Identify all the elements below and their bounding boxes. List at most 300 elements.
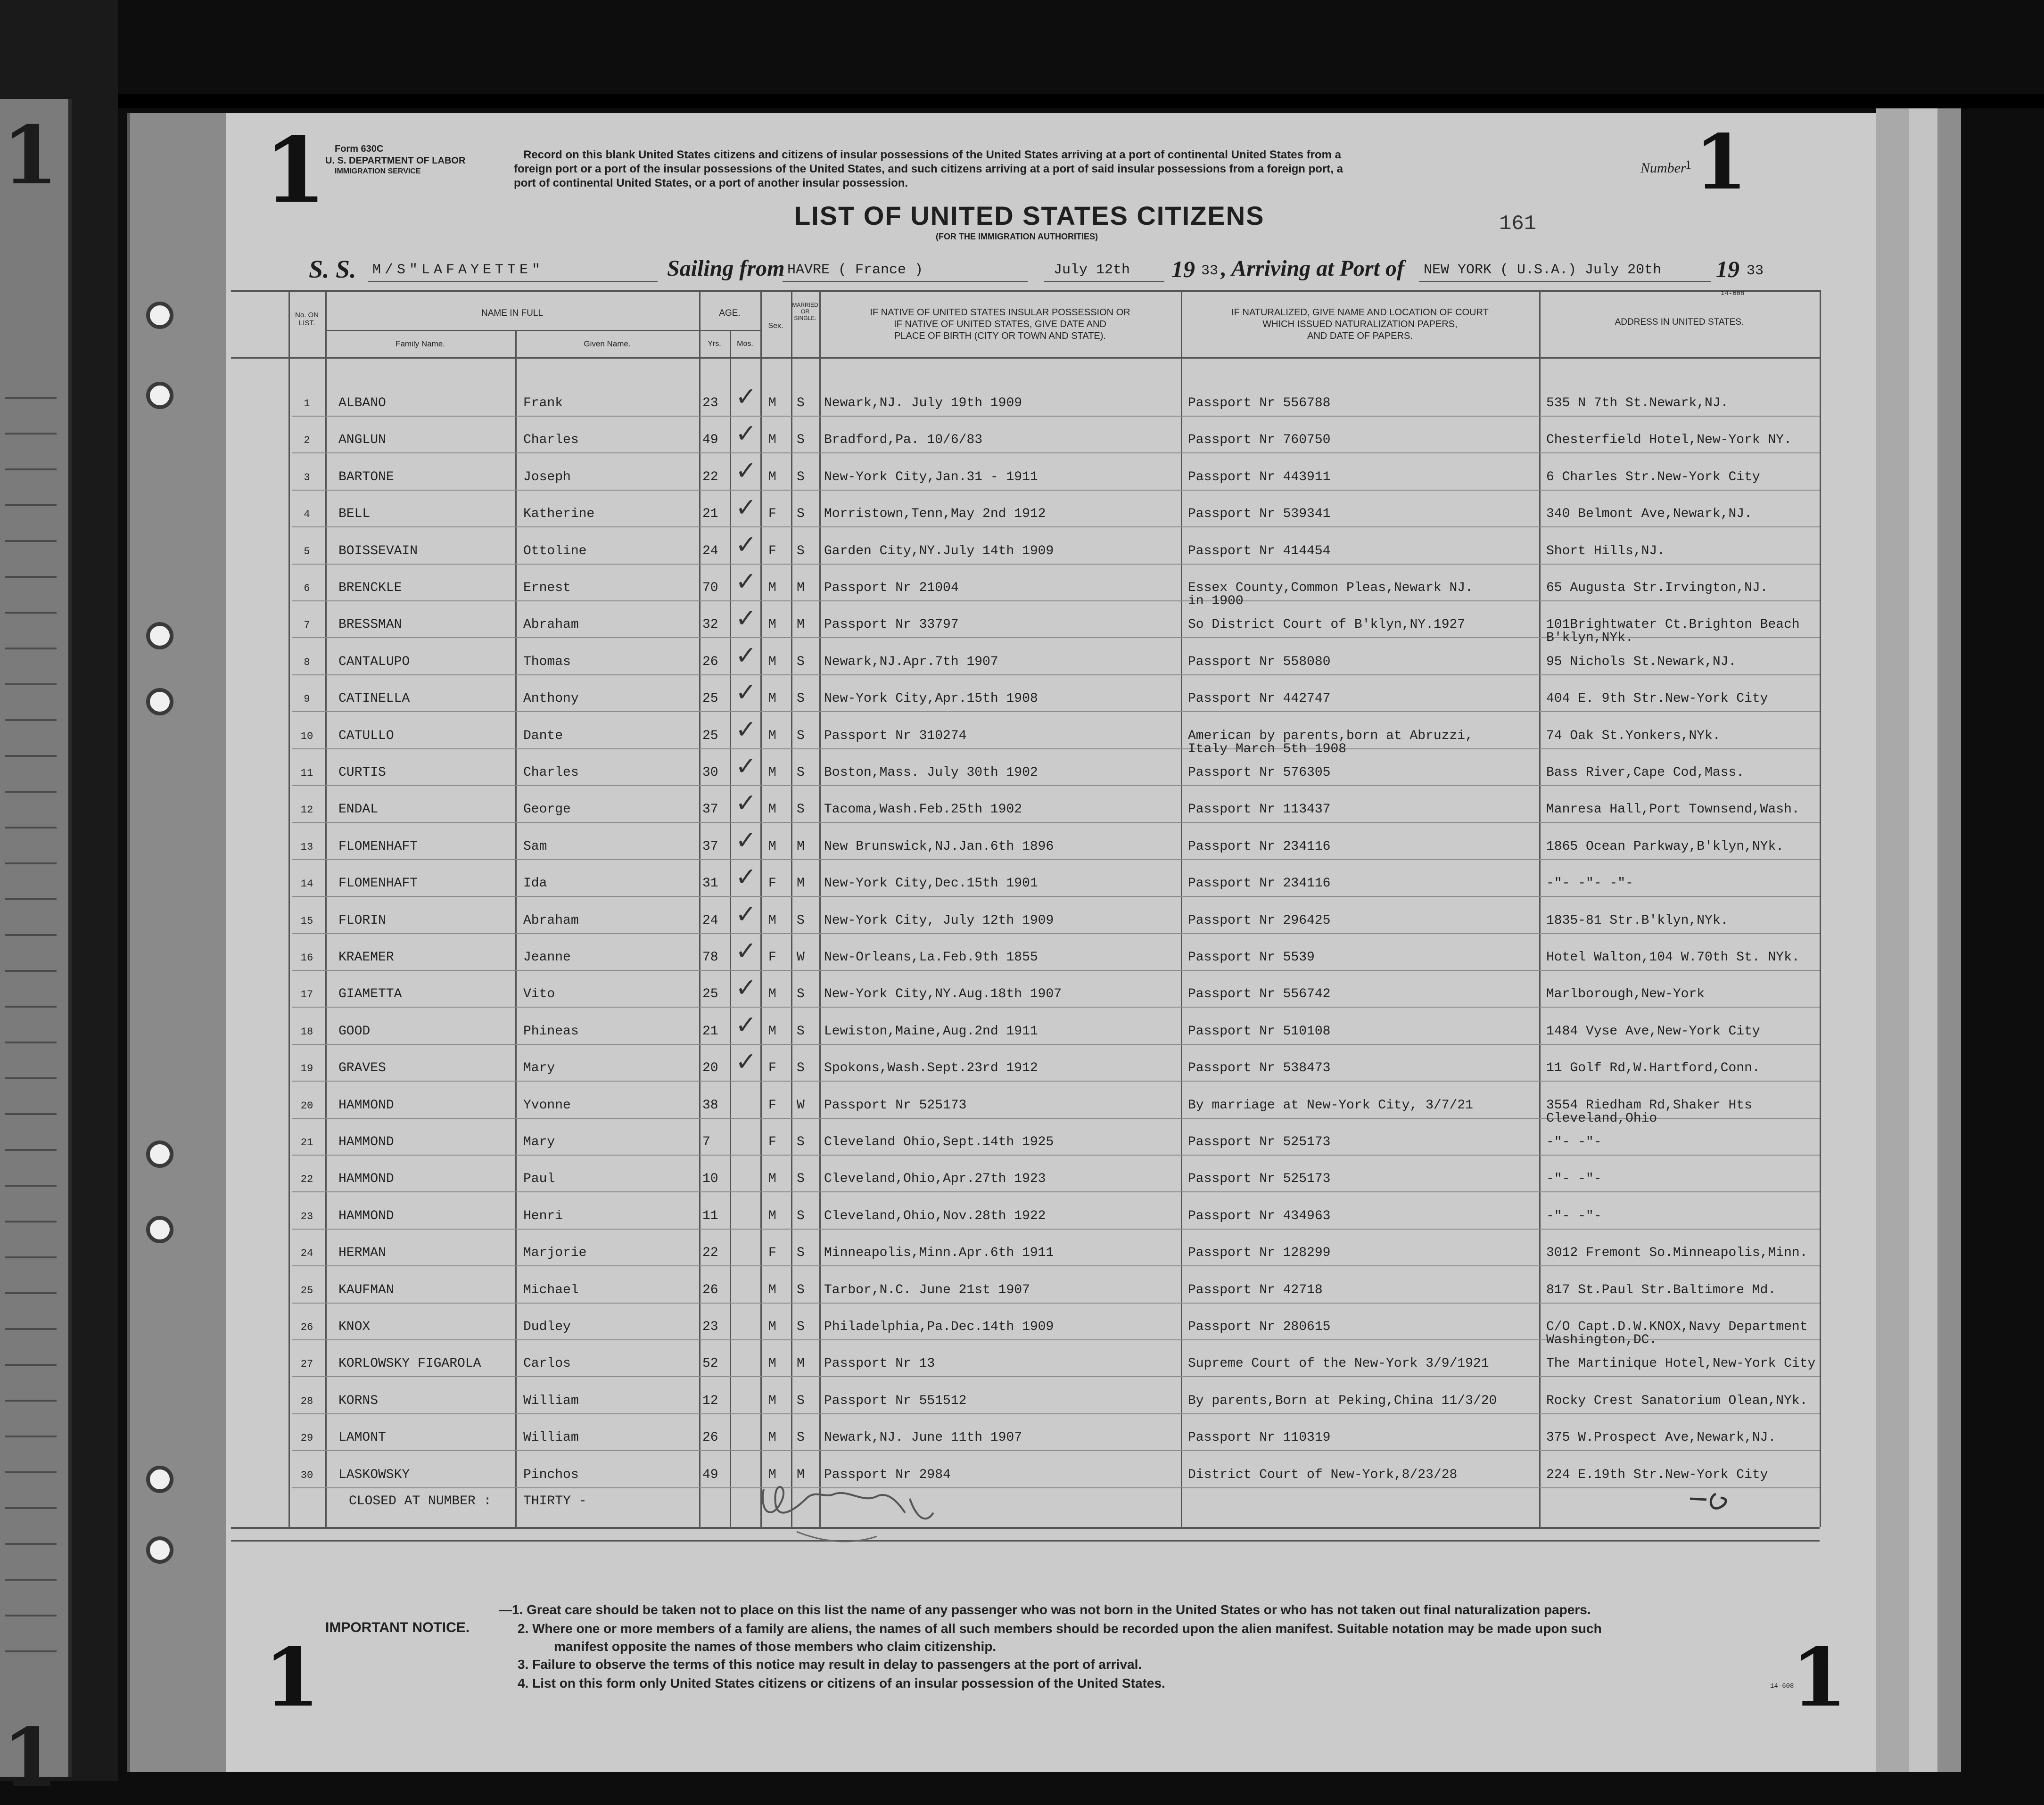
table-row-divider	[292, 1376, 1820, 1377]
instruction-line-3: port of continental United States, or a port of another insular possession.	[514, 177, 908, 189]
sex: M	[768, 839, 776, 854]
family-name: ENDAL	[338, 802, 379, 817]
row-number: 26	[300, 1321, 313, 1333]
row-number: 17	[300, 989, 313, 1001]
address: -"- -"-	[1546, 1208, 1602, 1223]
given-name: Joseph	[523, 469, 571, 484]
scan-top-border	[0, 94, 2044, 108]
family-name: CATINELLA	[338, 691, 410, 706]
naturalization-info: Passport Nr 442747	[1188, 691, 1331, 706]
table-row-divider	[292, 1303, 1820, 1304]
col-divider-given	[515, 330, 517, 1527]
age-years: 70	[702, 581, 718, 595]
family-name: HAMMOND	[338, 1135, 394, 1149]
notice-item-1: —1. Great care should be taken not to place on this list the name of any passenger who was not born in the United States or who has not taken out final naturalization papers.	[499, 1602, 1591, 1617]
ship-name: M/S"LAFAYETTE"	[372, 262, 544, 278]
table-row-divider	[292, 785, 1820, 786]
given-name: Sam	[523, 839, 547, 854]
marital-status: S	[797, 1172, 805, 1187]
given-name: William	[523, 1430, 579, 1445]
address-continued: B'klyn,NYk.	[1546, 631, 1633, 646]
marital-status: S	[797, 507, 805, 522]
number-value-large: 1	[1695, 118, 1747, 206]
birth-info: Minneapolis,Minn.Apr.6th 1911	[824, 1246, 1054, 1261]
handwritten-mark	[1688, 1489, 1744, 1518]
sex: F	[768, 1098, 776, 1113]
col-divider-yrs	[730, 330, 731, 1527]
sex: M	[768, 1430, 776, 1445]
given-name: Mary	[523, 1135, 555, 1149]
row-number: 6	[304, 583, 310, 594]
age-years: 20	[702, 1061, 718, 1076]
birth-info: New-York City,Apr.15th 1908	[824, 691, 1038, 706]
sex: M	[768, 728, 776, 743]
ss-label: S. S.	[309, 255, 356, 283]
binder-hole	[146, 688, 173, 715]
age-years: 24	[702, 543, 718, 558]
family-name: KNOX	[338, 1320, 371, 1334]
given-name: Thomas	[523, 654, 571, 669]
closed-at-label: CLOSED AT NUMBER :	[349, 1494, 492, 1509]
birth-info: New-York City,NY.Aug.18th 1907	[824, 987, 1062, 1002]
naturalization-info: Passport Nr 525173	[1188, 1172, 1331, 1187]
birth-info: Passport Nr 525173	[824, 1098, 967, 1113]
naturalization-info: Passport Nr 443911	[1188, 469, 1331, 484]
year-2: 33	[1747, 263, 1764, 279]
row-number: 9	[304, 693, 310, 706]
given-name: Marjorie	[523, 1246, 587, 1261]
naturalization-info: Passport Nr 556742	[1188, 987, 1331, 1002]
row-number: 11	[300, 767, 313, 779]
table-row-divider	[292, 1155, 1820, 1156]
naturalization-info-continued: Italy March 5th 1908	[1188, 741, 1347, 756]
family-name: CATULLO	[338, 728, 394, 743]
family-name: GIAMETTA	[338, 987, 402, 1002]
marital-status: S	[797, 1208, 805, 1223]
row-number: 22	[300, 1173, 313, 1186]
sex: M	[768, 617, 776, 632]
binder-hole	[146, 1466, 173, 1493]
address: 3012 Fremont So.Minneapolis,Minn.	[1546, 1246, 1808, 1261]
birth-info: Spokons,Wash.Sept.23rd 1912	[824, 1061, 1038, 1076]
table-row-divider	[292, 1487, 1820, 1488]
age-years: 31	[702, 876, 718, 891]
naturalization-info: Passport Nr 234116	[1188, 839, 1331, 854]
naturalization-info: Passport Nr 558080	[1188, 654, 1331, 669]
given-name: William	[523, 1393, 579, 1408]
sex: M	[768, 987, 776, 1002]
table-row-divider	[292, 896, 1820, 897]
birth-info: New-Orleans,La.Feb.9th 1855	[824, 950, 1038, 965]
marital-status: M	[797, 1467, 805, 1482]
instruction-line-2: foreign port or a port of the insular possessions of the United States, and such citizens arriving at a port of said insular possessions from a foreign port, a	[514, 163, 1343, 175]
birth-info: Passport Nr 2984	[824, 1467, 951, 1482]
family-name: FLOMENHAFT	[338, 876, 418, 891]
page-edge-2	[1909, 108, 1937, 1772]
address: Marlborough,New-York	[1546, 987, 1705, 1002]
sex: M	[768, 691, 776, 706]
row-number: 20	[300, 1099, 313, 1112]
ship-underline	[368, 281, 658, 282]
age-years: 21	[702, 507, 718, 522]
corner-code: 14-608	[1721, 290, 1745, 297]
header-address: ADDRESS IN UNITED STATES.	[1615, 317, 1744, 327]
address: 74 Oak St.Yonkers,NYk.	[1546, 728, 1721, 743]
sex: F	[768, 1061, 776, 1076]
address: -"- -"-	[1546, 1172, 1602, 1187]
marital-status: M	[797, 839, 805, 854]
marital-status: S	[797, 1135, 805, 1149]
sailing-date: July 12th	[1054, 262, 1130, 278]
header-name-in-full: NAME IN FULL	[481, 308, 543, 318]
given-name: Phineas	[523, 1024, 579, 1039]
table-row-divider	[292, 674, 1820, 675]
check-mark: ✓	[735, 751, 757, 781]
sex: M	[768, 469, 776, 484]
birth-info: Passport Nr 551512	[824, 1393, 967, 1408]
row-number: 30	[300, 1469, 313, 1481]
family-name: ANGLUN	[338, 433, 386, 448]
check-mark: ✓	[735, 1009, 757, 1040]
given-name: Charles	[523, 765, 579, 780]
table-row-divider	[292, 1450, 1820, 1451]
family-name: KAUFMAN	[338, 1282, 394, 1297]
sex: M	[768, 1208, 776, 1223]
naturalization-info: Passport Nr 760750	[1188, 433, 1331, 448]
address: 1865 Ocean Parkway,B'klyn,NYk.	[1546, 839, 1784, 854]
family-name: BRENCKLE	[338, 581, 402, 595]
age-years: 23	[702, 396, 718, 410]
arrival-underline	[1419, 281, 1711, 282]
marital-status: M	[797, 581, 805, 595]
form-service: IMMIGRATION SERVICE	[335, 167, 421, 175]
given-name: Yvonne	[523, 1098, 571, 1113]
age-years: 49	[702, 433, 718, 448]
col-divider-sex	[791, 290, 792, 1527]
row-number: 10	[300, 730, 313, 742]
form-id: Form 630C	[335, 144, 384, 154]
naturalization-info: Passport Nr 113437	[1188, 802, 1331, 817]
row-number: 15	[300, 915, 313, 927]
family-name: LASKOWSKY	[338, 1467, 410, 1482]
header-naturalized-2: WHICH ISSUED NATURALIZATION PAPERS,	[1262, 319, 1458, 329]
marital-status: S	[797, 1061, 805, 1076]
address: 535 N 7th St.Newark,NJ.	[1546, 396, 1729, 410]
address: Chesterfield Hotel,New-York NY.	[1546, 433, 1792, 448]
address: 11 Golf Rd,W.Hartford,Conn.	[1546, 1061, 1760, 1076]
naturalization-info: District Court of New-York,8/23/28	[1188, 1467, 1458, 1482]
age-years: 37	[702, 839, 718, 854]
age-years: 22	[702, 469, 718, 484]
sex: M	[768, 913, 776, 928]
check-mark: ✓	[735, 418, 757, 449]
marital-status: W	[797, 1098, 805, 1113]
family-name: HAMMOND	[338, 1172, 394, 1187]
col-divider-age	[699, 290, 701, 1527]
check-mark: ✓	[735, 640, 757, 670]
row-number: 27	[300, 1358, 313, 1370]
notice-item-4: 4. List on this form only United States citizens or citizens of an insular possession of the United States.	[518, 1676, 1165, 1690]
naturalization-info: Supreme Court of the New-York 3/9/1921	[1188, 1356, 1489, 1371]
age-years: 30	[702, 765, 718, 780]
row-number: 2	[304, 435, 310, 447]
birth-info: Boston,Mass. July 30th 1902	[824, 765, 1038, 780]
check-mark: ✓	[735, 566, 757, 596]
check-mark: ✓	[735, 825, 757, 855]
table-row-divider	[292, 564, 1820, 565]
naturalization-info: Passport Nr 234116	[1188, 876, 1331, 891]
naturalization-info: By marriage at New-York City, 3/7/21	[1188, 1098, 1473, 1113]
age-years: 26	[702, 654, 718, 669]
address: 1835-81 Str.B'klyn,NYk.	[1546, 913, 1729, 928]
row-number: 28	[300, 1395, 313, 1407]
address: C/O Capt.D.W.KNOX,Navy Department	[1546, 1320, 1808, 1334]
table-row-divider	[292, 600, 1820, 601]
birth-info: Newark,NJ. July 19th 1909	[824, 396, 1022, 410]
age-years: 21	[702, 1024, 718, 1039]
sex: M	[768, 1172, 776, 1187]
address: Rocky Crest Sanatorium Olean,NYk.	[1546, 1393, 1808, 1408]
check-mark: ✓	[735, 899, 757, 929]
age-years: 26	[702, 1430, 718, 1445]
family-name: KRAEMER	[338, 950, 394, 965]
given-name: Carlos	[523, 1356, 571, 1371]
check-mark: ✓	[735, 382, 757, 411]
naturalization-info: Passport Nr 539341	[1188, 507, 1331, 522]
birth-info: Newark,NJ.Apr.7th 1907	[824, 654, 998, 669]
sailing-port-underline	[783, 281, 1028, 282]
marital-status: S	[797, 1024, 805, 1039]
family-name: LAMONT	[338, 1430, 386, 1445]
sex: M	[768, 654, 776, 669]
row-number: 21	[300, 1137, 313, 1149]
address: Bass River,Cape Cod,Mass.	[1546, 765, 1745, 780]
check-mark: ✓	[735, 936, 757, 966]
marital-status: M	[797, 876, 805, 891]
family-name: GOOD	[338, 1024, 371, 1039]
marital-status: S	[797, 469, 805, 484]
sex: M	[768, 581, 776, 595]
birth-info: Philadelphia,Pa.Dec.14th 1909	[824, 1320, 1054, 1334]
naturalization-info: Passport Nr 296425	[1188, 913, 1331, 928]
check-mark: ✓	[735, 862, 757, 892]
family-name: GRAVES	[338, 1061, 386, 1076]
form-big-number-top: 1	[264, 118, 327, 223]
naturalization-info: So District Court of B'klyn,NY.1927	[1188, 617, 1466, 632]
birth-info: Bradford,Pa. 10/6/83	[824, 433, 983, 448]
form-big-number-bottom-right: 1	[1791, 1631, 1847, 1725]
sex: F	[768, 1135, 776, 1149]
marital-status: S	[797, 913, 805, 928]
birth-info: Newark,NJ. June 11th 1907	[824, 1430, 1022, 1445]
table-row-divider	[292, 748, 1820, 749]
col-divider-birth	[1181, 290, 1182, 1527]
address: 224 E.19th Str.New-York City	[1546, 1467, 1768, 1482]
given-name: Dudley	[523, 1320, 571, 1334]
given-name: Ernest	[523, 581, 571, 595]
age-years: 25	[702, 691, 718, 706]
handwritten-page-number: 161	[1499, 212, 1537, 236]
header-married-or-single: MARRIED OR SINGLE.	[792, 302, 818, 321]
given-name: Paul	[523, 1172, 555, 1187]
sailing-port: HAVRE ( France )	[787, 262, 923, 278]
birth-info: Passport Nr 310274	[824, 728, 967, 743]
birth-info: Garden City,NY.July 14th 1909	[824, 543, 1054, 558]
check-mark: ✓	[735, 1047, 757, 1077]
birth-info: New Brunswick,NJ.Jan.6th 1896	[824, 839, 1054, 854]
table-row-divider	[292, 859, 1820, 860]
naturalization-info: Essex County,Common Pleas,Newark NJ.	[1188, 581, 1473, 595]
header-naturalized-1: IF NATURALIZED, GIVE NAME AND LOCATION OF COURT	[1231, 307, 1489, 318]
age-years: 10	[702, 1172, 718, 1187]
check-mark: ✓	[735, 529, 757, 559]
row-number: 19	[300, 1063, 313, 1075]
binder-hole	[146, 622, 173, 649]
birth-info: Passport Nr 21004	[824, 581, 959, 595]
manifest-sheet	[226, 113, 1876, 1772]
marital-status: S	[797, 802, 805, 817]
family-name: HAMMOND	[338, 1098, 394, 1113]
sex: M	[768, 1024, 776, 1039]
header-yrs: Yrs.	[708, 340, 721, 348]
family-name: BELL	[338, 507, 371, 522]
given-name: Pinchos	[523, 1467, 579, 1482]
table-row-divider	[292, 1044, 1820, 1045]
sex: M	[768, 1356, 776, 1371]
given-name: Ida	[523, 876, 547, 891]
marital-status: S	[797, 1320, 805, 1334]
year-1: 33	[1201, 263, 1219, 279]
given-name: George	[523, 802, 571, 817]
row-number: 25	[300, 1284, 313, 1296]
header-no-on-list: No. ON LIST.	[295, 311, 319, 327]
sailing-from-label: Sailing from	[667, 256, 785, 281]
sex: F	[768, 543, 776, 558]
marital-status: S	[797, 396, 805, 410]
given-name: Jeanne	[523, 950, 571, 965]
header-subdivider	[325, 330, 761, 331]
age-years: 26	[702, 1282, 718, 1297]
naturalization-info: Passport Nr 128299	[1188, 1246, 1331, 1261]
address: Hotel Walton,104 W.70th St. NYk.	[1546, 950, 1800, 965]
sex: M	[768, 765, 776, 780]
age-years: 11	[702, 1208, 718, 1223]
age-years: 37	[702, 802, 718, 817]
bottom-corner-code: 14-608	[1770, 1682, 1794, 1690]
table-bottom-border	[231, 1527, 1820, 1529]
arrival-port-date: NEW YORK ( U.S.A.) July 20th	[1424, 262, 1662, 278]
instruction-line-1: Record on this blank United States citizens and citizens of insular possessions of the United States arriving at a port of continental United States from a	[523, 148, 1341, 161]
row-number: 7	[304, 619, 310, 632]
age-years: 78	[702, 950, 718, 965]
address: 101Brightwater Ct.Brighton Beach	[1546, 617, 1800, 632]
marital-status: W	[797, 950, 805, 965]
age-years: 24	[702, 913, 718, 928]
naturalization-info: Passport Nr 538473	[1188, 1061, 1331, 1076]
sex: M	[768, 1467, 776, 1482]
marital-status: M	[797, 617, 805, 632]
row-number: 18	[300, 1026, 313, 1038]
given-name: Katherine	[523, 507, 595, 522]
given-name: Henri	[523, 1208, 563, 1223]
birth-info: Cleveland Ohio,Sept.14th 1925	[824, 1135, 1054, 1149]
naturalization-info: Passport Nr 42718	[1188, 1282, 1323, 1297]
address: 65 Augusta Str.Irvington,NJ.	[1546, 581, 1768, 595]
birth-info: Cleveland,Ohio,Apr.27th 1923	[824, 1172, 1046, 1187]
arriving-label: , Arriving at Port of	[1221, 256, 1404, 281]
notice-item-2: 2. Where one or more members of a family are aliens, the names of all such members should be recorded upon the alien manifest. Suitable notation may be made upon such	[518, 1621, 1602, 1636]
address: 3554 Riedham Rd,Shaker Hts	[1546, 1098, 1752, 1113]
marital-status: S	[797, 1393, 805, 1408]
family-name: CANTALUPO	[338, 654, 410, 669]
binder-hole	[146, 1216, 173, 1243]
table-row-divider	[292, 1229, 1820, 1230]
family-name: BARTONE	[338, 469, 394, 484]
given-name: Vito	[523, 987, 555, 1002]
year-prefix-1: 19	[1171, 256, 1195, 282]
marital-status: S	[797, 1246, 805, 1261]
table-row-divider	[292, 1081, 1820, 1082]
marital-status: S	[797, 1430, 805, 1445]
family-name: FLOMENHAFT	[338, 839, 418, 854]
naturalization-info: By parents,Born at Peking,China 11/3/20	[1188, 1393, 1497, 1408]
given-name: Michael	[523, 1282, 579, 1297]
row-number: 5	[304, 545, 310, 558]
naturalization-info: Passport Nr 434963	[1188, 1208, 1331, 1223]
handwritten-signature	[754, 1467, 999, 1574]
sex: F	[768, 1246, 776, 1261]
marital-status: S	[797, 654, 805, 669]
age-years: 25	[702, 987, 718, 1002]
age-years: 25	[702, 728, 718, 743]
closed-at-value: THIRTY -	[523, 1494, 587, 1509]
previous-page-edge	[0, 99, 72, 1805]
marital-status: M	[797, 1356, 805, 1371]
age-years: 32	[702, 617, 718, 632]
notice-item-3: 3. Failure to observe the terms of this notice may result in delay to passengers at the port of arrival.	[518, 1657, 1142, 1672]
table-row-divider	[292, 970, 1820, 971]
family-name: HAMMOND	[338, 1208, 394, 1223]
table-row-divider	[292, 526, 1820, 527]
row-number: 1	[304, 398, 310, 410]
row-number: 29	[300, 1432, 313, 1444]
family-name: CURTIS	[338, 765, 386, 780]
address: 95 Nichols St.Newark,NJ.	[1546, 654, 1737, 669]
given-name: Dante	[523, 728, 563, 743]
given-name: Mary	[523, 1061, 555, 1076]
birth-info: Lewiston,Maine,Aug.2nd 1911	[824, 1024, 1038, 1039]
row-number: 23	[300, 1210, 313, 1222]
header-birth-2: IF NATIVE OF UNITED STATES, GIVE DATE AND	[894, 319, 1106, 329]
marital-status: S	[797, 765, 805, 780]
table-row-divider	[292, 1413, 1820, 1414]
row-number: 24	[300, 1247, 313, 1260]
header-mos: Mos.	[737, 340, 753, 348]
marital-status: S	[797, 1282, 805, 1297]
family-name: BOISSEVAIN	[338, 543, 418, 558]
header-given-name: Given Name.	[584, 339, 631, 348]
birth-info: New-York City,Jan.31 - 1911	[824, 469, 1038, 484]
table-row-divider	[292, 490, 1820, 491]
naturalization-info: Passport Nr 525173	[1188, 1135, 1331, 1149]
sex: M	[768, 396, 776, 410]
page-edge-4	[1961, 108, 2044, 1772]
family-name: BRESSMAN	[338, 617, 402, 632]
notice-item-2-continued: manifest opposite the names of those members who claim citizenship.	[554, 1639, 997, 1654]
sex: F	[768, 950, 776, 965]
naturalization-info: Passport Nr 414454	[1188, 543, 1331, 558]
address: -"- -"- -"-	[1546, 876, 1633, 891]
